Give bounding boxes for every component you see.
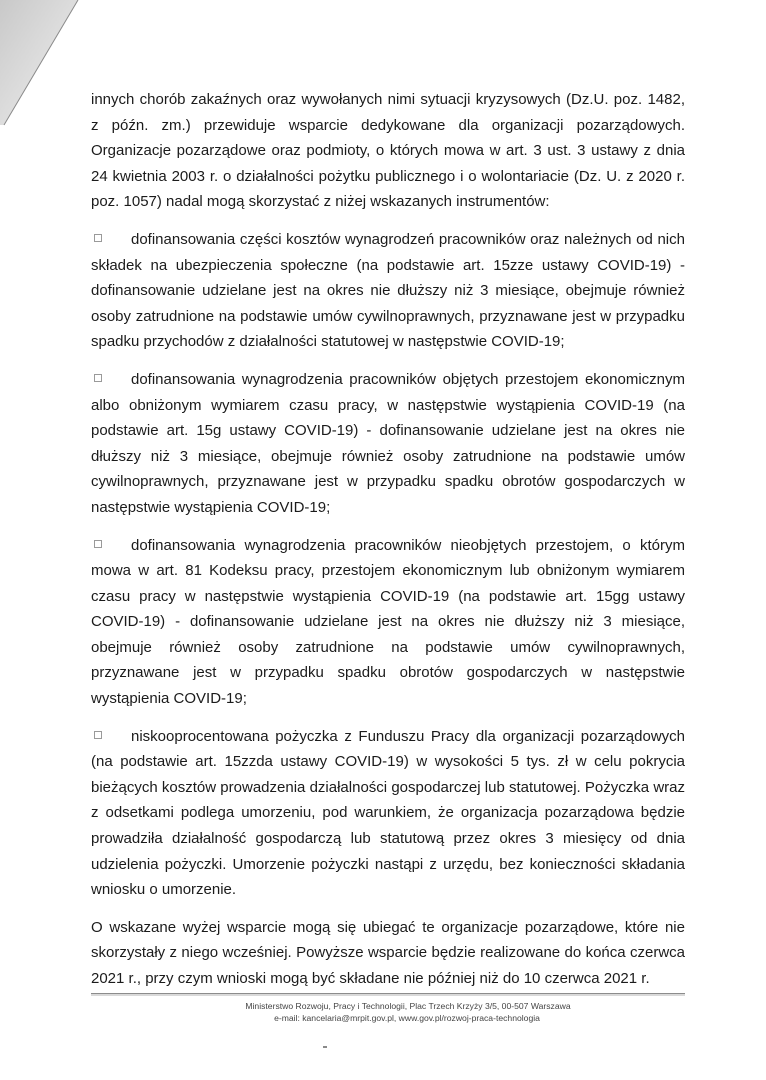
list-item-text: dofinansowania wynagrodzenia pracowników objętych przestojem ekonomicznym albo obniżonym wymiarem czasu pracy, w następstwie wystąpienia COVID-19 (na podstawie art. 15g ustawy COVID-19) - dofinansowanie udzielane jest na okres nie dłuższy niż 3 miesiące, obejmuje również osoby zatrudnione na podstawie umów cywilnoprawnych, przyznawane jest w przypadku spadku obrotów gospodarczych w następstwie wystąpienia COVID-19;: [91, 370, 685, 516]
footer-divider: [91, 993, 685, 996]
checkbox-bullet-icon: [94, 731, 102, 739]
page-footer: [91, 1001, 685, 1024]
list-item: [91, 724, 685, 903]
list-item: [91, 227, 685, 355]
scan-corner-fold: [0, 0, 90, 130]
footer-address: Ministerstwo Rozwoju, Pracy i Technologii, Plac Trzech Krzyży 3/5, 00-507 Warszawa: [245, 1001, 571, 1011]
checkbox-bullet-icon: [94, 234, 102, 242]
footer-contact: e-mail: kancelaria@mrpit.gov.pl, www.gov.pl/rozwoj-praca-technologia: [274, 1012, 540, 1023]
checkbox-bullet-icon: [94, 374, 102, 382]
scan-artifact: [323, 1046, 327, 1048]
list-item-text: dofinansowania części kosztów wynagrodzeń pracowników oraz należnych od nich składek na ubezpieczenia społeczne (na podstawie art. 15zze ustawy COVID-19) - dofinansowanie udzielane jest na okres nie dłuższy niż 3 miesiące, obejmuje również osoby zatrudnione na podstawie umów cywilnoprawnych, przyznawane jest w przypadku spadku przychodów z działalności statutowej w następstwie COVID-19;: [91, 230, 685, 351]
letter-body: [91, 87, 685, 992]
list-item: [91, 533, 685, 712]
list-item: [91, 367, 685, 521]
closing-paragraph: O wskazane wyżej wsparcie mogą się ubiegać te organizacje pozarządowe, które nie skorzystały z niego wcześniej. Powyższe wsparcie będzie realizowane do końca czerwca 2021 r., przy czym wnioski mogą być składane nie później niż do 10 czerwca 2021 r.: [91, 918, 685, 987]
list-item-text: dofinansowania wynagrodzenia pracowników nieobjętych przestojem, o którym mowa w art. 81 Kodeksu pracy, przestojem ekonomicznym lub obniżonym wymiarem czasu pracy w następstwie wystąpienia COVID-19 (na podstawie art. 15gg ustawy COVID-19) - dofinansowanie udzielane jest na okres nie dłuższy niż 3 miesiące, obejmuje również osoby zatrudnione na podstawie umów cywilnoprawnych, przyznawane jest w przypadku spadku obrotów gospodarczych w następstwie wystąpienia COVID-19;: [91, 536, 685, 708]
intro-paragraph: innych chorób zakaźnych oraz wywołanych nimi sytuacji kryzysowych (Dz.U. poz. 1482, z późn. zm.) przewiduje wsparcie dedykowane dla organizacji pozarządowych. Organizacje pozarządowe oraz podmioty, o których mowa w art. 3 ust. 3 ustawy z dnia 24 kwietnia 2003 r. o działalności pożytku publicznego i o wolontariacie (Dz. U. z 2020 r. poz. 1057) nadal mogą skorzystać z niżej wskazanych instrumentów:: [91, 91, 685, 211]
checkbox-bullet-icon: [94, 540, 102, 548]
list-item-text: niskooprocentowana pożyczka z Funduszu Pracy dla organizacji pozarządowych (na podstawie art. 15zzda ustawy COVID-19) w wysokości 5 tys. zł w celu pokrycia bieżących kosztów prowadzenia działalności gospodarczej lub statutowej. Pożyczka wraz z odsetkami podlega umorzeniu, pod warunkiem, że organizacja pozarządowa będzie prowadziła działalność gospodarczą lub statutową przez okres 3 miesięcy od dnia udzielenia pożyczki. Umorzenie pożyczki nastąpi z urzędu, bez konieczności składania wniosku o umorzenie.: [91, 727, 685, 899]
